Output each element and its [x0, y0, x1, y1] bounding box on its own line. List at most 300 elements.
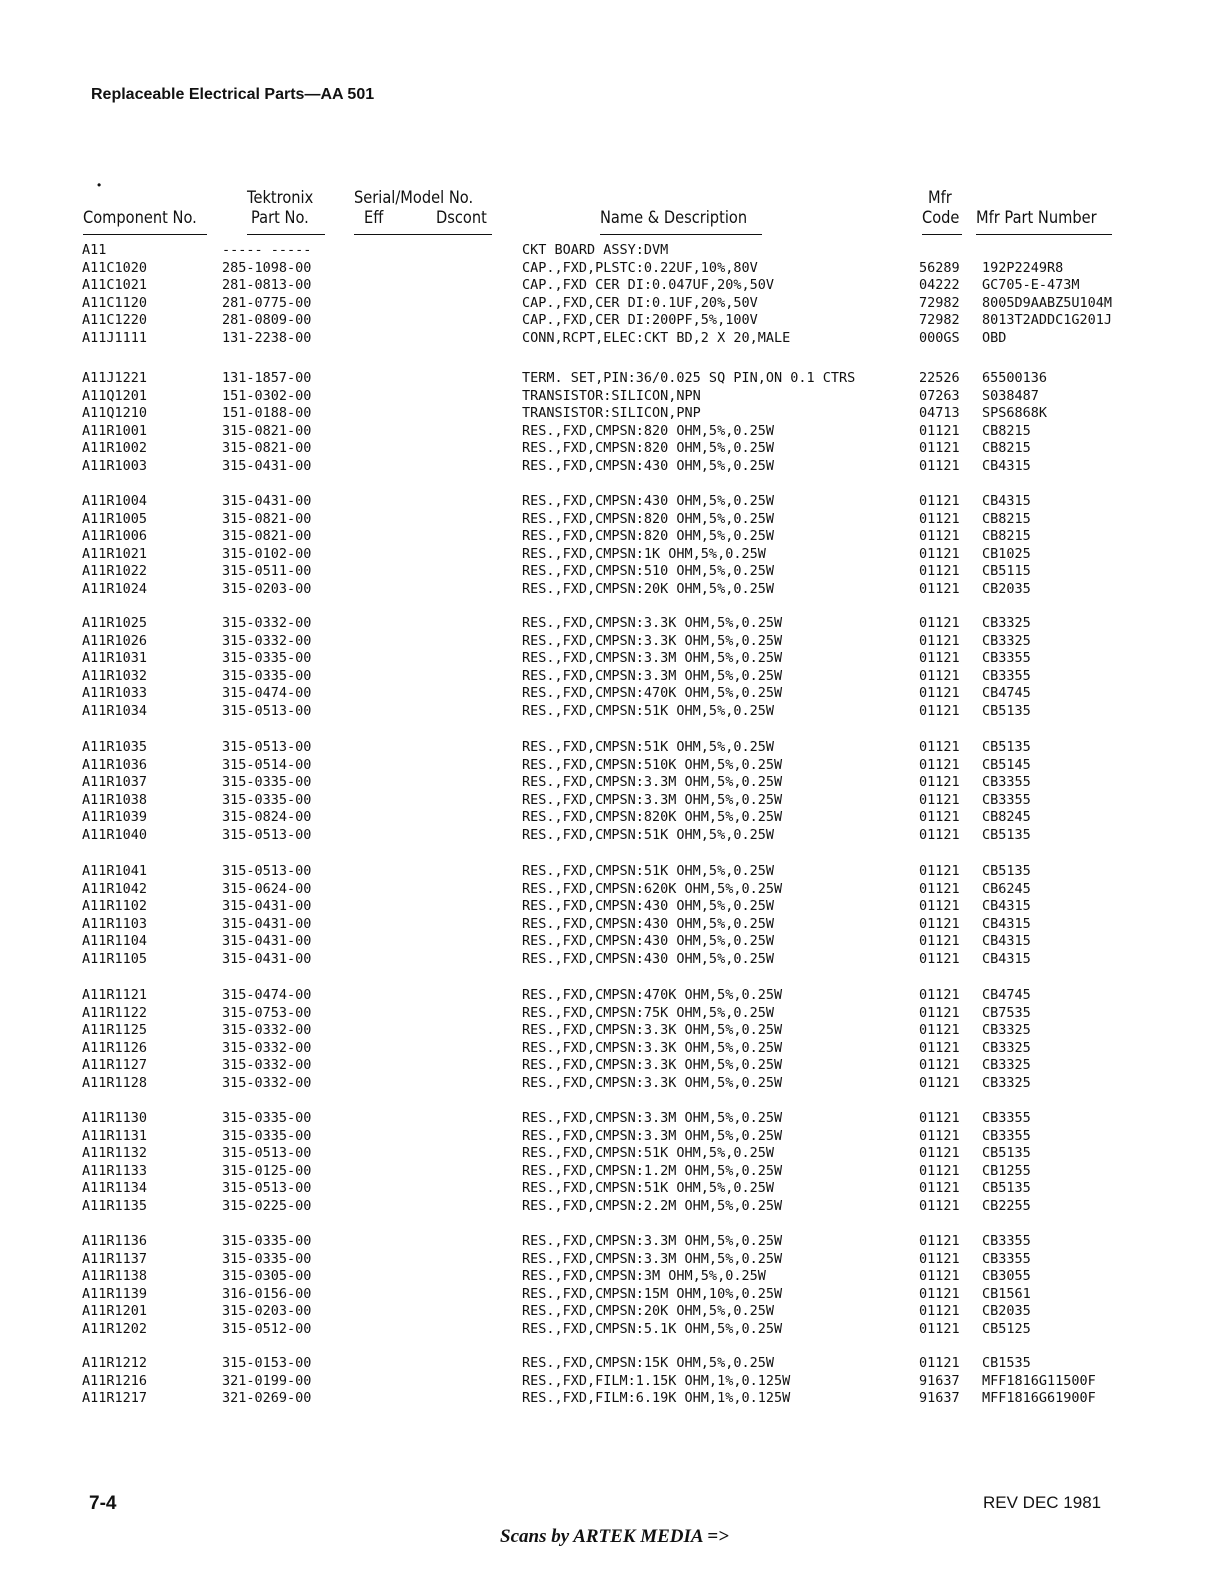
- component-no: A11R1042: [82, 880, 148, 897]
- part-no: 315-0332-00: [222, 1057, 312, 1074]
- mfr-part-number: CB3325: [982, 1022, 1031, 1039]
- table-row: [0, 1320, 1229, 1338]
- mfr-part-number: CB4315: [982, 493, 1031, 509]
- mfr-part-number: CB5125: [982, 1321, 1031, 1337]
- component-no: A11R1216: [82, 1372, 148, 1389]
- component-no: A11R1135: [82, 1198, 148, 1214]
- mfr-part-number: SPS6868K: [982, 405, 1048, 422]
- component-no: A11R1202: [82, 1321, 148, 1337]
- part-no: 315-0332-00: [222, 632, 312, 649]
- mfr-code: 01121: [919, 1198, 960, 1214]
- description: CAP.,FXD,CER DI:0.1UF,20%,50V: [522, 294, 758, 311]
- part-no: 315-0431-00: [222, 915, 312, 932]
- component-no: A11R1128: [82, 1075, 148, 1091]
- mfr-part-number: CB5135: [982, 703, 1031, 719]
- mfr-code: 01121: [919, 774, 960, 791]
- mfr-code: 01121: [919, 667, 960, 684]
- mfr-part-number: CB4745: [982, 987, 1031, 1003]
- component-no: A11R1134: [82, 1180, 148, 1197]
- mfr-code: 01121: [919, 458, 960, 474]
- mfr-code: 01121: [919, 650, 960, 667]
- component-no: A11R1126: [82, 1039, 148, 1056]
- mfr-code: 01121: [919, 440, 960, 457]
- mfr-code: 01121: [919, 827, 960, 843]
- mfr-part-number: CB3325: [982, 615, 1031, 631]
- table-row: [0, 1162, 1229, 1180]
- mfr-part-number: CB3355: [982, 1233, 1031, 1249]
- description: RES.,FXD,CMPSN:430 OHM,5%,0.25W: [522, 933, 774, 950]
- description: CONN,RCPT,ELEC:CKT BD,2 X 20,MALE: [522, 330, 791, 346]
- mfr-code: 01121: [919, 615, 960, 631]
- description: RES.,FXD,CMPSN:15M OHM,10%,0.25W: [522, 1285, 783, 1302]
- description: RES.,FXD,CMPSN:430 OHM,5%,0.25W: [522, 915, 774, 932]
- mfr-part-number: CB3355: [982, 1250, 1031, 1267]
- page-number: 7-4: [89, 1493, 117, 1514]
- description: RES.,FXD,CMPSN:20K OHM,5%,0.25W: [522, 581, 774, 597]
- mfr-code: 01121: [919, 1022, 960, 1039]
- description: RES.,FXD,CMPSN:3.3M OHM,5%,0.25W: [522, 774, 783, 791]
- mfr-part-number: CB3325: [982, 632, 1031, 649]
- component-no: A11R1105: [82, 951, 148, 967]
- mfr-part-number: CB5145: [982, 756, 1031, 773]
- description: RES.,FXD,CMPSN:3.3M OHM,5%,0.25W: [522, 650, 783, 667]
- mfr-code: 91637: [919, 1390, 960, 1407]
- component-no: A11R1001: [82, 422, 148, 439]
- description: CAP.,FXD,CER DI:200PF,5%,100V: [522, 312, 758, 329]
- table-row: [0, 880, 1229, 898]
- component-no: A11R1037: [82, 774, 148, 791]
- mfr-code: 01121: [919, 791, 960, 808]
- table-row: [0, 1127, 1229, 1145]
- mfr-part-number: CB1561: [982, 1285, 1031, 1302]
- table-row: [0, 1285, 1229, 1303]
- mfr-part-number: CB1025: [982, 545, 1031, 562]
- description: RES.,FXD,CMPSN:3.3M OHM,5%,0.25W: [522, 791, 783, 808]
- table-row: [0, 649, 1229, 667]
- mfr-part-number: CB3355: [982, 667, 1031, 684]
- component-no: A11R1002: [82, 440, 148, 457]
- description: CAP.,FXD CER DI:0.047UF,20%,50V: [522, 277, 774, 294]
- part-no: 315-0513-00: [222, 863, 312, 879]
- part-no: 315-0513-00: [222, 703, 312, 719]
- description: CKT BOARD ASSY:DVM: [522, 242, 669, 258]
- table-row: [0, 1197, 1229, 1215]
- table-row: [0, 1004, 1229, 1022]
- component-no: A11R1004: [82, 493, 148, 509]
- description: RES.,FXD,CMPSN:430 OHM,5%,0.25W: [522, 898, 774, 915]
- mfr-part-number: CB8215: [982, 528, 1031, 545]
- mfr-code: 01121: [919, 933, 960, 950]
- mfr-code: 04222: [919, 277, 960, 294]
- col-component-no: Component No.: [83, 208, 197, 228]
- part-no: 281-0809-00: [222, 312, 312, 329]
- component-no: A11R1102: [82, 898, 148, 915]
- mfr-code: 01121: [919, 1250, 960, 1267]
- mfr-part-number: CB3325: [982, 1075, 1031, 1091]
- component-no: A11R1125: [82, 1022, 148, 1039]
- part-no: 321-0199-00: [222, 1372, 312, 1389]
- table-row: [0, 702, 1229, 720]
- description: RES.,FXD,CMPSN:5.1K OHM,5%,0.25W: [522, 1321, 783, 1337]
- mfr-code: 01121: [919, 1162, 960, 1179]
- mfr-code: 07263: [919, 387, 960, 404]
- description: RES.,FXD,CMPSN:51K OHM,5%,0.25W: [522, 827, 774, 843]
- component-no: A11C1021: [82, 277, 148, 294]
- description: RES.,FXD,CMPSN:820 OHM,5%,0.25W: [522, 510, 774, 527]
- col-dscont: Dscont: [436, 208, 487, 228]
- table-row: [0, 510, 1229, 528]
- header-rule-description: [600, 234, 762, 235]
- mfr-code: 01121: [919, 756, 960, 773]
- mfr-code: 01121: [919, 1233, 960, 1249]
- description: RES.,FXD,CMPSN:3.3K OHM,5%,0.25W: [522, 1022, 783, 1039]
- component-no: A11Q1201: [82, 387, 148, 404]
- part-no: 281-0775-00: [222, 294, 312, 311]
- description: RES.,FXD,CMPSN:620K OHM,5%,0.25W: [522, 880, 783, 897]
- page-title: Replaceable Electrical Parts—AA 501: [91, 86, 375, 103]
- mfr-code: 22526: [919, 370, 960, 386]
- table-row: [0, 1144, 1229, 1162]
- description: TRANSISTOR:SILICON,NPN: [522, 387, 701, 404]
- component-no: A11R1022: [82, 563, 148, 580]
- table-row: [0, 1302, 1229, 1320]
- description: RES.,FXD,CMPSN:1.2M OHM,5%,0.25W: [522, 1162, 783, 1179]
- table-row: [0, 1021, 1229, 1039]
- part-no: 315-0225-00: [222, 1198, 312, 1214]
- table-row: [0, 1109, 1229, 1127]
- mfr-code: 01121: [919, 915, 960, 932]
- table-row: [0, 404, 1229, 422]
- part-no: 321-0269-00: [222, 1390, 312, 1407]
- mfr-part-number: CB3355: [982, 650, 1031, 667]
- part-no: 315-0474-00: [222, 685, 312, 702]
- component-no: A11R1139: [82, 1285, 148, 1302]
- component-no: A11R1039: [82, 809, 148, 826]
- part-no: 315-0125-00: [222, 1162, 312, 1179]
- part-no: 315-0335-00: [222, 1110, 312, 1126]
- mfr-code: 01121: [919, 898, 960, 915]
- header-rule-mfr-part: [976, 234, 1112, 235]
- description: RES.,FXD,CMPSN:430 OHM,5%,0.25W: [522, 493, 774, 509]
- component-no: A11R1006: [82, 528, 148, 545]
- part-no: 315-0332-00: [222, 615, 312, 631]
- mfr-part-number: 192P2249R8: [982, 259, 1064, 276]
- table-row: [0, 1179, 1229, 1197]
- mfr-part-number: CB6245: [982, 880, 1031, 897]
- component-no: A11R1130: [82, 1110, 148, 1126]
- mfr-part-number: CB5135: [982, 1145, 1031, 1162]
- part-no: 315-0512-00: [222, 1321, 312, 1337]
- table-row: [0, 1267, 1229, 1285]
- part-no: 315-0335-00: [222, 774, 312, 791]
- part-no: 315-0513-00: [222, 1180, 312, 1197]
- mfr-code: 01121: [919, 1039, 960, 1056]
- table-row: [0, 632, 1229, 650]
- description: RES.,FXD,CMPSN:75K OHM,5%,0.25W: [522, 1004, 774, 1021]
- part-no: 315-0821-00: [222, 528, 312, 545]
- mfr-part-number: CB1535: [982, 1355, 1031, 1371]
- mfr-code: 01121: [919, 422, 960, 439]
- description: RES.,FXD,CMPSN:510K OHM,5%,0.25W: [522, 756, 783, 773]
- table-row: [0, 545, 1229, 563]
- mfr-code: 01121: [919, 545, 960, 562]
- mfr-part-number: CB2035: [982, 581, 1031, 597]
- component-no: A11R1137: [82, 1250, 148, 1267]
- table-row: [0, 1250, 1229, 1268]
- col-tektronix: Tektronix: [247, 188, 314, 208]
- table-row: [0, 276, 1229, 294]
- description: RES.,FXD,CMPSN:3.3K OHM,5%,0.25W: [522, 1075, 783, 1091]
- mfr-code: 01121: [919, 1127, 960, 1144]
- table-row: [0, 738, 1229, 756]
- mfr-part-number: MFF1816G11500F: [982, 1372, 1096, 1389]
- description: RES.,FXD,CMPSN:3M OHM,5%,0.25W: [522, 1268, 766, 1285]
- description: RES.,FXD,CMPSN:51K OHM,5%,0.25W: [522, 863, 774, 879]
- mfr-code: 01121: [919, 703, 960, 719]
- mfr-code: 01121: [919, 581, 960, 597]
- mfr-part-number: CB8245: [982, 809, 1031, 826]
- mfr-code: 01121: [919, 1180, 960, 1197]
- part-no: 315-0335-00: [222, 667, 312, 684]
- table-row: [0, 915, 1229, 933]
- part-no: 315-0514-00: [222, 756, 312, 773]
- table-row: [0, 667, 1229, 685]
- description: TERM. SET,PIN:36/0.025 SQ PIN,ON 0.1 CTRS: [522, 370, 856, 386]
- part-no: 281-0813-00: [222, 277, 312, 294]
- description: RES.,FXD,CMPSN:3.3M OHM,5%,0.25W: [522, 1250, 783, 1267]
- col-code: Code: [922, 208, 960, 228]
- component-no: A11R1033: [82, 685, 148, 702]
- part-no: 315-0431-00: [222, 898, 312, 915]
- header-rule-code: [922, 234, 962, 235]
- component-no: A11R1034: [82, 703, 148, 719]
- description: RES.,FXD,CMPSN:820 OHM,5%,0.25W: [522, 440, 774, 457]
- component-no: A11R1041: [82, 863, 148, 879]
- mfr-part-number: CB3325: [982, 1057, 1031, 1074]
- part-no: ----- -----: [222, 242, 312, 258]
- component-no: A11R1035: [82, 739, 148, 755]
- table-row: [0, 756, 1229, 774]
- component-no: A11R1217: [82, 1390, 148, 1407]
- component-no: A11R1005: [82, 510, 148, 527]
- table-row: [0, 808, 1229, 826]
- header-rule-component: [83, 234, 207, 235]
- mfr-code: 72982: [919, 312, 960, 329]
- description: RES.,FXD,CMPSN:51K OHM,5%,0.25W: [522, 703, 774, 719]
- component-no: A11R1003: [82, 458, 148, 474]
- component-no: A11R1131: [82, 1127, 148, 1144]
- mfr-part-number: GC705-E-473M: [982, 277, 1080, 294]
- description: RES.,FXD,CMPSN:20K OHM,5%,0.25W: [522, 1303, 774, 1320]
- mfr-part-number: CB3055: [982, 1268, 1031, 1285]
- table-row: [0, 241, 1229, 259]
- mfr-part-number: MFF1816G61900F: [982, 1390, 1096, 1407]
- part-no: 315-0431-00: [222, 493, 312, 509]
- part-no: 315-0335-00: [222, 1127, 312, 1144]
- component-no: A11R1212: [82, 1355, 148, 1371]
- mfr-part-number: CB5135: [982, 827, 1031, 843]
- margin-dot: •: [97, 178, 102, 192]
- part-no: 315-0821-00: [222, 422, 312, 439]
- mfr-code: 01121: [919, 510, 960, 527]
- description: RES.,FXD,FILM:6.19K OHM,1%,0.125W: [522, 1390, 791, 1407]
- table-row: [0, 387, 1229, 405]
- mfr-part-number: CB5135: [982, 863, 1031, 879]
- part-no: 315-0431-00: [222, 933, 312, 950]
- description: RES.,FXD,CMPSN:2.2M OHM,5%,0.25W: [522, 1198, 783, 1214]
- mfr-code: 01121: [919, 880, 960, 897]
- table-row: [0, 369, 1229, 387]
- table-row: [0, 826, 1229, 844]
- mfr-part-number: CB4315: [982, 915, 1031, 932]
- description: RES.,FXD,CMPSN:470K OHM,5%,0.25W: [522, 685, 783, 702]
- mfr-part-number: CB4315: [982, 933, 1031, 950]
- description: RES.,FXD,CMPSN:430 OHM,5%,0.25W: [522, 458, 774, 474]
- component-no: A11R1032: [82, 667, 148, 684]
- mfr-part-number: CB5135: [982, 739, 1031, 755]
- part-no: 316-0156-00: [222, 1285, 312, 1302]
- component-no: A11J1221: [82, 370, 148, 386]
- mfr-part-number: CB1255: [982, 1162, 1031, 1179]
- table-row: [0, 562, 1229, 580]
- part-no: 315-0305-00: [222, 1268, 312, 1285]
- part-no: 315-0332-00: [222, 1022, 312, 1039]
- table-row: [0, 329, 1229, 347]
- col-mfr-part-number: Mfr Part Number: [976, 208, 1097, 228]
- mfr-code: 000GS: [919, 330, 960, 346]
- mfr-part-number: CB2035: [982, 1303, 1031, 1320]
- mfr-code: 01121: [919, 685, 960, 702]
- table-row: [0, 1074, 1229, 1092]
- part-no: 131-2238-00: [222, 330, 312, 346]
- table-row: [0, 897, 1229, 915]
- component-no: A11R1036: [82, 756, 148, 773]
- component-no: A11R1122: [82, 1004, 148, 1021]
- component-no: A11R1121: [82, 987, 148, 1003]
- description: RES.,FXD,CMPSN:820K OHM,5%,0.25W: [522, 809, 783, 826]
- part-no: 315-0335-00: [222, 1233, 312, 1249]
- mfr-code: 01121: [919, 528, 960, 545]
- description: RES.,FXD,CMPSN:3.3M OHM,5%,0.25W: [522, 1127, 783, 1144]
- description: RES.,FXD,CMPSN:51K OHM,5%,0.25W: [522, 1145, 774, 1162]
- part-no: 315-0824-00: [222, 809, 312, 826]
- component-no: A11R1103: [82, 915, 148, 932]
- part-no: 285-1098-00: [222, 259, 312, 276]
- mfr-code: 01121: [919, 1285, 960, 1302]
- mfr-part-number: CB3355: [982, 1127, 1031, 1144]
- table-row: [0, 1354, 1229, 1372]
- mfr-code: 01121: [919, 493, 960, 509]
- part-no: 315-0624-00: [222, 880, 312, 897]
- mfr-code: 01121: [919, 809, 960, 826]
- mfr-code: 01121: [919, 1355, 960, 1371]
- table-row: [0, 791, 1229, 809]
- mfr-part-number: CB4315: [982, 898, 1031, 915]
- col-serial-model: Serial/Model No.: [354, 188, 474, 208]
- mfr-part-number: 8005D9AABZ5U104M: [982, 294, 1113, 311]
- component-no: A11R1024: [82, 581, 148, 597]
- mfr-part-number: CB3325: [982, 1039, 1031, 1056]
- table-row: [0, 1372, 1229, 1390]
- part-no: 315-0513-00: [222, 1145, 312, 1162]
- part-no: 315-0513-00: [222, 739, 312, 755]
- part-no: 315-0474-00: [222, 987, 312, 1003]
- component-no: A11C1020: [82, 259, 148, 276]
- description: RES.,FXD,CMPSN:3.3K OHM,5%,0.25W: [522, 632, 783, 649]
- mfr-part-number: CB4745: [982, 685, 1031, 702]
- mfr-code: 01121: [919, 1268, 960, 1285]
- mfr-code: 91637: [919, 1372, 960, 1389]
- mfr-code: 01121: [919, 1110, 960, 1126]
- part-no: 315-0203-00: [222, 1303, 312, 1320]
- table-row: [0, 684, 1229, 702]
- part-no: 315-0431-00: [222, 458, 312, 474]
- component-no: A11R1021: [82, 545, 148, 562]
- mfr-code: 01121: [919, 1145, 960, 1162]
- col-part-no: Part No.: [251, 208, 309, 228]
- table-row: [0, 950, 1229, 968]
- mfr-code: 01121: [919, 987, 960, 1003]
- part-no: 315-0335-00: [222, 650, 312, 667]
- part-no: 315-0511-00: [222, 563, 312, 580]
- description: RES.,FXD,CMPSN:3.3K OHM,5%,0.25W: [522, 615, 783, 631]
- component-no: A11R1136: [82, 1233, 148, 1249]
- table-row: [0, 773, 1229, 791]
- component-no: A11R1104: [82, 933, 148, 950]
- component-no: A11R1133: [82, 1162, 148, 1179]
- mfr-code: 01121: [919, 1057, 960, 1074]
- component-no: A11R1127: [82, 1057, 148, 1074]
- table-row: [0, 986, 1229, 1004]
- description: RES.,FXD,CMPSN:51K OHM,5%,0.25W: [522, 739, 774, 755]
- table-row: [0, 1056, 1229, 1074]
- mfr-part-number: CB5135: [982, 1180, 1031, 1197]
- table-row: [0, 259, 1229, 277]
- mfr-part-number: CB5115: [982, 563, 1031, 580]
- table-row: [0, 1232, 1229, 1250]
- mfr-part-number: CB7535: [982, 1004, 1031, 1021]
- table-row: [0, 492, 1229, 510]
- description: RES.,FXD,CMPSN:3.3M OHM,5%,0.25W: [522, 1110, 783, 1126]
- part-no: 151-0302-00: [222, 387, 312, 404]
- scan-credit: Scans by ARTEK MEDIA =>: [500, 1526, 729, 1547]
- component-no: A11R1038: [82, 791, 148, 808]
- description: RES.,FXD,CMPSN:430 OHM,5%,0.25W: [522, 951, 774, 967]
- mfr-code: 01121: [919, 863, 960, 879]
- table-row: [0, 580, 1229, 598]
- part-no: 315-0821-00: [222, 510, 312, 527]
- part-no: 131-1857-00: [222, 370, 312, 386]
- component-no: A11R1138: [82, 1268, 148, 1285]
- component-no: A11C1120: [82, 294, 148, 311]
- part-no: 315-0332-00: [222, 1039, 312, 1056]
- part-no: 315-0332-00: [222, 1075, 312, 1091]
- mfr-code: 01121: [919, 1075, 960, 1091]
- table-row: [0, 862, 1229, 880]
- description: RES.,FXD,FILM:1.15K OHM,1%,0.125W: [522, 1372, 791, 1389]
- mfr-part-number: CB3355: [982, 774, 1031, 791]
- col-name-description: Name & Description: [600, 208, 748, 228]
- part-no: 315-0335-00: [222, 791, 312, 808]
- mfr-part-number: CB4315: [982, 458, 1031, 474]
- revision-date: REV DEC 1981: [983, 1493, 1102, 1512]
- description: CAP.,FXD,PLSTC:0.22UF,10%,80V: [522, 259, 758, 276]
- mfr-code: 01121: [919, 632, 960, 649]
- table-row: [0, 527, 1229, 545]
- header-rule-part: [247, 234, 325, 235]
- part-no: 315-0513-00: [222, 827, 312, 843]
- component-no: A11J1111: [82, 330, 148, 346]
